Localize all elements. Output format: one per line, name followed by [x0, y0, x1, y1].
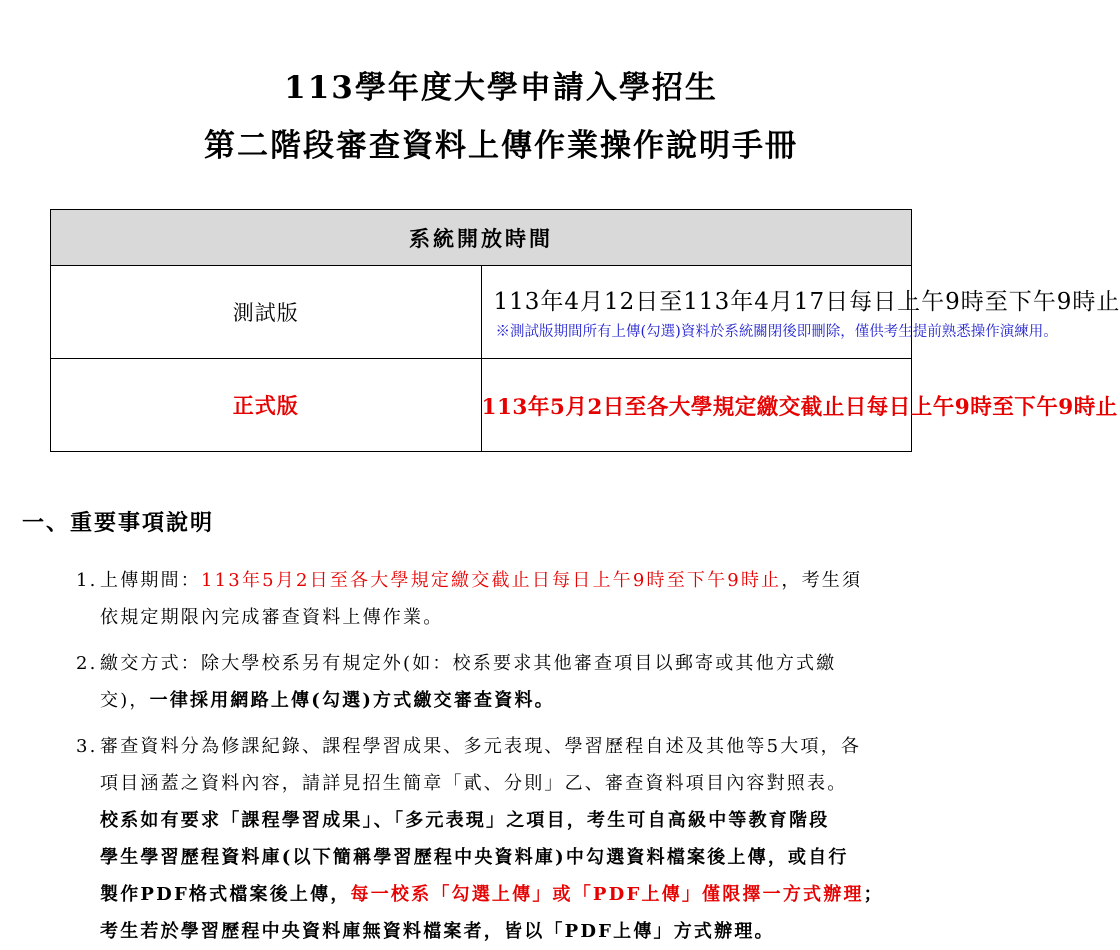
schedule-table — [50, 209, 1120, 452]
list-item-3 — [76, 728, 946, 950]
item-bold-text: 製作PDF格式檔案後上傳， — [100, 884, 351, 905]
item-text: 依規定期限內完成審查資料上傳作業。 — [100, 607, 444, 628]
item-number: 1. — [76, 570, 98, 591]
item-text: 上傳期間： — [100, 570, 201, 591]
item-text: 項目涵蓋之資料內容，請詳見招生簡章「貳、分則」乙、審查資料項目內容對照表。 — [100, 773, 848, 794]
item-text: ，考生須 — [781, 570, 863, 591]
test-version-time: 113年4月12日至113年4月17日每日上午9時至下午9時止 — [493, 289, 1120, 315]
document-subtitle: 第二階段審查資料上傳作業操作說明手冊 — [204, 128, 798, 164]
list-item-2 — [76, 645, 946, 719]
test-version-row — [51, 266, 912, 359]
test-version-cell — [481, 266, 1120, 359]
list-item-1 — [76, 562, 946, 636]
item-highlight: 113年5月2日至各大學規定繳交截止日每日上午9時至下午9時止 — [201, 570, 782, 591]
item-bold-text: 一律採用網路上傳(勾選)方式繳交審查資料。 — [149, 690, 555, 711]
formal-version-label: 正式版 — [51, 359, 482, 452]
document-title: 113學年度大學申請入學招生 — [284, 70, 718, 106]
item-text: 審查資料分為修課紀錄、課程學習成果、多元表現、學習歷程自述及其他等5大項，各 — [100, 736, 862, 757]
item-bold-text: 校系如有要求「課程學習成果」、「多元表現」之項目，考生可自高級中等教育階段 — [100, 810, 830, 831]
formal-version-row — [51, 359, 912, 452]
schedule-header: 系統開放時間 — [51, 210, 912, 266]
item-number: 3. — [76, 736, 98, 757]
item-text: 交)， — [100, 690, 150, 711]
test-version-note: ※測試版期間所有上傳(勾選)資料於系統關閉後即刪除，僅供考生提前熟悉操作演練用。 — [495, 324, 1058, 340]
item-bold-text: 學生學習歷程資料庫(以下簡稱學習歷程中央資料庫)中勾選資料檔案後上傳，或自行 — [100, 847, 849, 868]
item-bold-text: 考生若於學習歷程中央資料庫無資料檔案者，皆以「PDF上傳」方式辦理。 — [100, 921, 775, 942]
item-text: 繳交方式：除大學校系另有規定外(如：校系要求其他審查項目以郵寄或其他方式繳 — [100, 653, 837, 674]
item-bold-text: ； — [863, 884, 884, 905]
formal-version-time: 113年5月2日至各大學規定繳交截止日每日上午9時至下午9時止 — [481, 359, 912, 452]
section-heading: 一、重要事項說明 — [22, 510, 215, 536]
item-number: 2. — [76, 653, 98, 674]
test-version-label: 測試版 — [51, 266, 482, 359]
item-highlight: 每一校系「勾選上傳」或「PDF上傳」僅限擇一方式辦理 — [350, 884, 864, 905]
